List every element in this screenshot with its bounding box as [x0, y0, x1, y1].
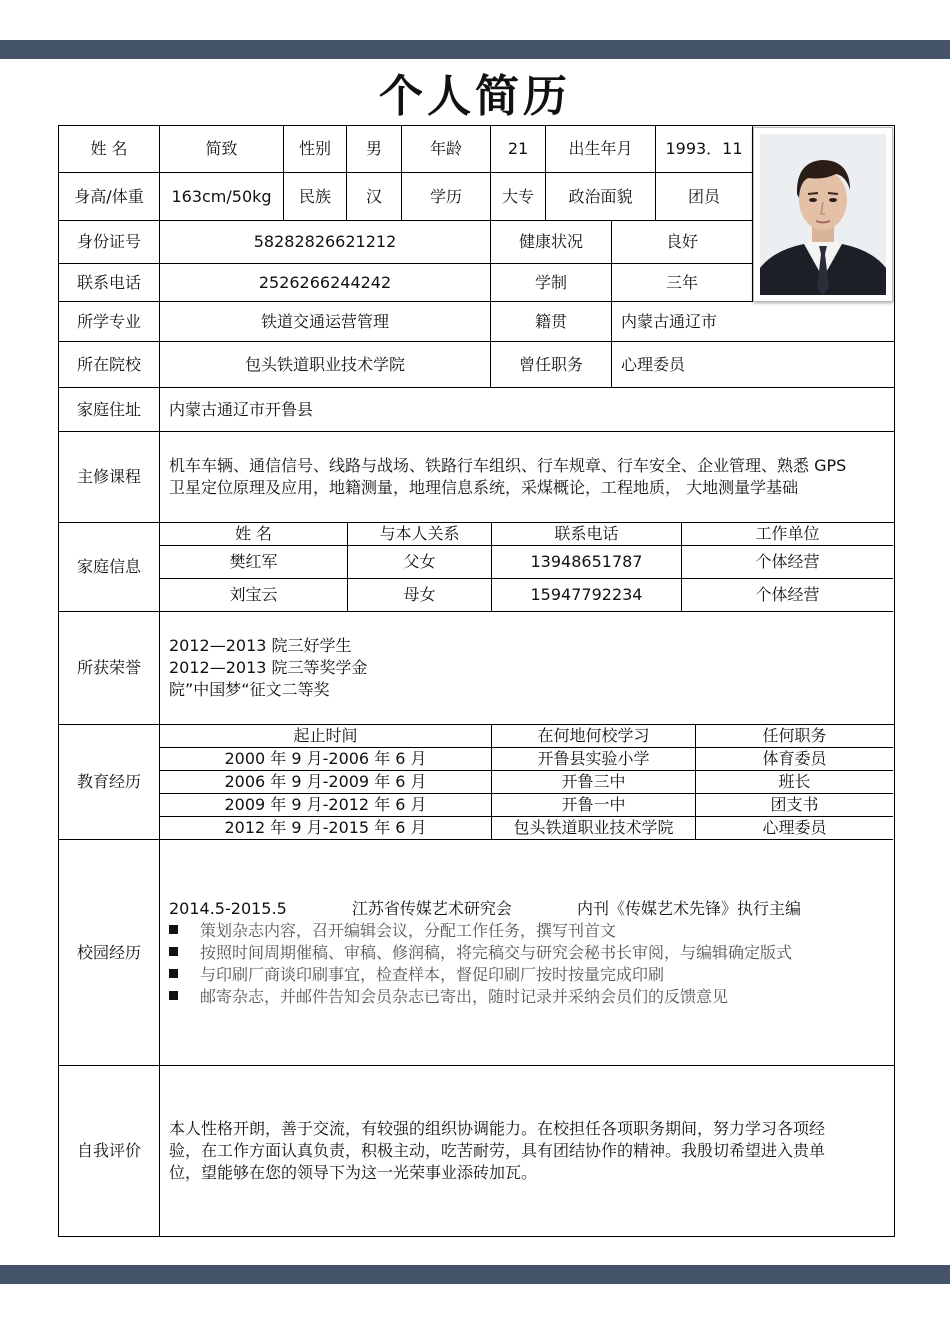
family-work: 个体经营 [682, 579, 893, 612]
family-relation: 母女 [348, 579, 492, 612]
edu-school: 包头铁道职业技术学院 [492, 817, 696, 840]
school-label: 所在院校 [59, 342, 160, 388]
education-table [160, 725, 893, 840]
gender-label: 性别 [284, 126, 347, 173]
height-weight-label: 身高/体重 [59, 173, 160, 221]
edu-role: 班长 [696, 771, 893, 794]
campus-role: 内刊《传媒艺术先锋》执行主编 [576, 898, 801, 918]
self-eval-label: 自我评价 [59, 1066, 160, 1236]
education-label: 教育经历 [59, 725, 160, 840]
campus-item: 策划杂志内容，召开编辑会议，分配工作任务，撰写刊首文 [169, 920, 801, 942]
course-line: 机车车辆、通信信号、线路与战场、铁路行车组织、行车规章、行车安全、企业管理、熟悉 GPS [169, 456, 847, 475]
honor-item: 2012—2013 院三等奖学金 [169, 658, 368, 677]
square-bullet-icon [169, 925, 178, 934]
family-header-relation: 与本人关系 [348, 523, 492, 546]
phone-label: 联系电话 [59, 264, 160, 302]
family-label: 家庭信息 [59, 523, 160, 612]
name-value: 简致 [160, 126, 284, 173]
edu-period: 2006 年 9 月-2009 年 6 月 [160, 771, 492, 794]
edu-school: 开鲁三中 [492, 771, 696, 794]
education-level-label: 学历 [402, 173, 491, 221]
major-label: 所学专业 [59, 302, 160, 342]
honors-label: 所获荣誉 [59, 612, 160, 725]
self-eval-line: 验，在工作方面认真负责，积极主动，吃苦耐劳，具有团结协作的精神。我殷切希望进入贵单 [169, 1141, 826, 1160]
edu-header-role: 任何职务 [696, 725, 893, 748]
edu-header-period: 起止时间 [160, 725, 492, 748]
bottom-accent-band [0, 1265, 950, 1284]
courses-label: 主修课程 [59, 432, 160, 523]
profile-photo [753, 127, 893, 302]
family-table [160, 523, 893, 612]
id-label: 身份证号 [59, 221, 160, 264]
health-label: 健康状况 [491, 221, 612, 264]
edu-header-school: 在何地何校学习 [492, 725, 696, 748]
self-eval-line: 位，望能够在您的领导下为这一光荣事业添砖加瓦。 [169, 1163, 538, 1182]
campus-content [160, 840, 894, 1066]
school-value: 包头铁道职业技术学院 [160, 342, 491, 388]
post-value: 心理委员 [612, 342, 894, 388]
edu-role: 心理委员 [696, 817, 893, 840]
portrait-image [754, 128, 892, 301]
family-name: 刘宝云 [160, 579, 348, 612]
family-header-name: 姓 名 [160, 523, 348, 546]
edu-school: 开鲁一中 [492, 794, 696, 817]
campus-heading [169, 898, 801, 920]
term-value: 三年 [612, 264, 753, 302]
campus-org: 江苏省传媒艺术研究会 [351, 898, 512, 918]
resume-table [58, 125, 895, 1237]
id-value: 58282826621212 [160, 221, 491, 264]
birth-label: 出生年月 [546, 126, 656, 173]
edu-period: 2012 年 9 月-2015 年 6 月 [160, 817, 492, 840]
native-label: 籍贯 [491, 302, 612, 342]
family-name: 樊红军 [160, 546, 348, 579]
campus-label: 校园经历 [59, 840, 160, 1066]
edu-school: 开鲁县实验小学 [492, 748, 696, 771]
family-relation: 父女 [348, 546, 492, 579]
family-phone: 13948651787 [492, 546, 682, 579]
address-value: 内蒙古通辽市开鲁县 [160, 388, 894, 432]
square-bullet-icon [169, 969, 178, 978]
political-label: 政治面貌 [546, 173, 656, 221]
family-header-phone: 联系电话 [492, 523, 682, 546]
self-eval-content [160, 1066, 894, 1236]
edu-role: 体育委员 [696, 748, 893, 771]
course-line: 卫星定位原理及应用，地籍测量，地理信息系统，采煤概论，工程地质， 大地测量学基础 [169, 478, 799, 497]
ethnic-value: 汉 [347, 173, 402, 221]
courses-content [160, 432, 894, 523]
family-header-work: 工作单位 [682, 523, 893, 546]
political-value: 团员 [656, 173, 753, 221]
edu-role: 团支书 [696, 794, 893, 817]
edu-period: 2009 年 9 月-2012 年 6 月 [160, 794, 492, 817]
name-label: 姓 名 [59, 126, 160, 173]
education-level-value: 大专 [491, 173, 546, 221]
ethnic-label: 民族 [284, 173, 347, 221]
gender-value: 男 [347, 126, 402, 173]
honors-content [160, 612, 894, 725]
birth-value: 1993．11 [656, 126, 753, 173]
address-label: 家庭住址 [59, 388, 160, 432]
edu-period: 2000 年 9 月-2006 年 6 月 [160, 748, 492, 771]
native-value: 内蒙古通辽市 [612, 302, 894, 342]
post-label: 曾任职务 [491, 342, 612, 388]
family-work: 个体经营 [682, 546, 893, 579]
self-eval-line: 本人性格开朗，善于交流，有较强的组织协调能力。在校担任各项职务期间，努力学习各项经 [169, 1119, 826, 1138]
honor-item: 院”中国梦“征文二等奖 [169, 680, 330, 699]
campus-item: 与印刷厂商谈印刷事宜，检查样本，督促印刷厂按时按量完成印刷 [169, 964, 801, 986]
age-value: 21 [491, 126, 546, 173]
campus-item: 按照时间周期催稿、审稿、修润稿，将完稿交与研究会秘书长审阅，与编辑确定版式 [169, 942, 801, 964]
top-accent-band [0, 40, 950, 59]
height-weight-value: 163cm/50kg [160, 173, 284, 221]
health-value: 良好 [612, 221, 753, 264]
square-bullet-icon [169, 947, 178, 956]
campus-item: 邮寄杂志，并邮件告知会员杂志已寄出，随时记录并采纳会员们的反馈意见 [169, 986, 801, 1008]
honor-item: 2012—2013 院三好学生 [169, 636, 352, 655]
page-title: 个人简历 [379, 71, 571, 122]
term-label: 学制 [491, 264, 612, 302]
family-phone: 15947792234 [492, 579, 682, 612]
square-bullet-icon [169, 991, 178, 1000]
major-value: 铁道交通运营管理 [160, 302, 491, 342]
age-label: 年龄 [402, 126, 491, 173]
phone-value: 2526266244242 [160, 264, 491, 302]
campus-period: 2014.5-2015.5 [169, 898, 287, 918]
